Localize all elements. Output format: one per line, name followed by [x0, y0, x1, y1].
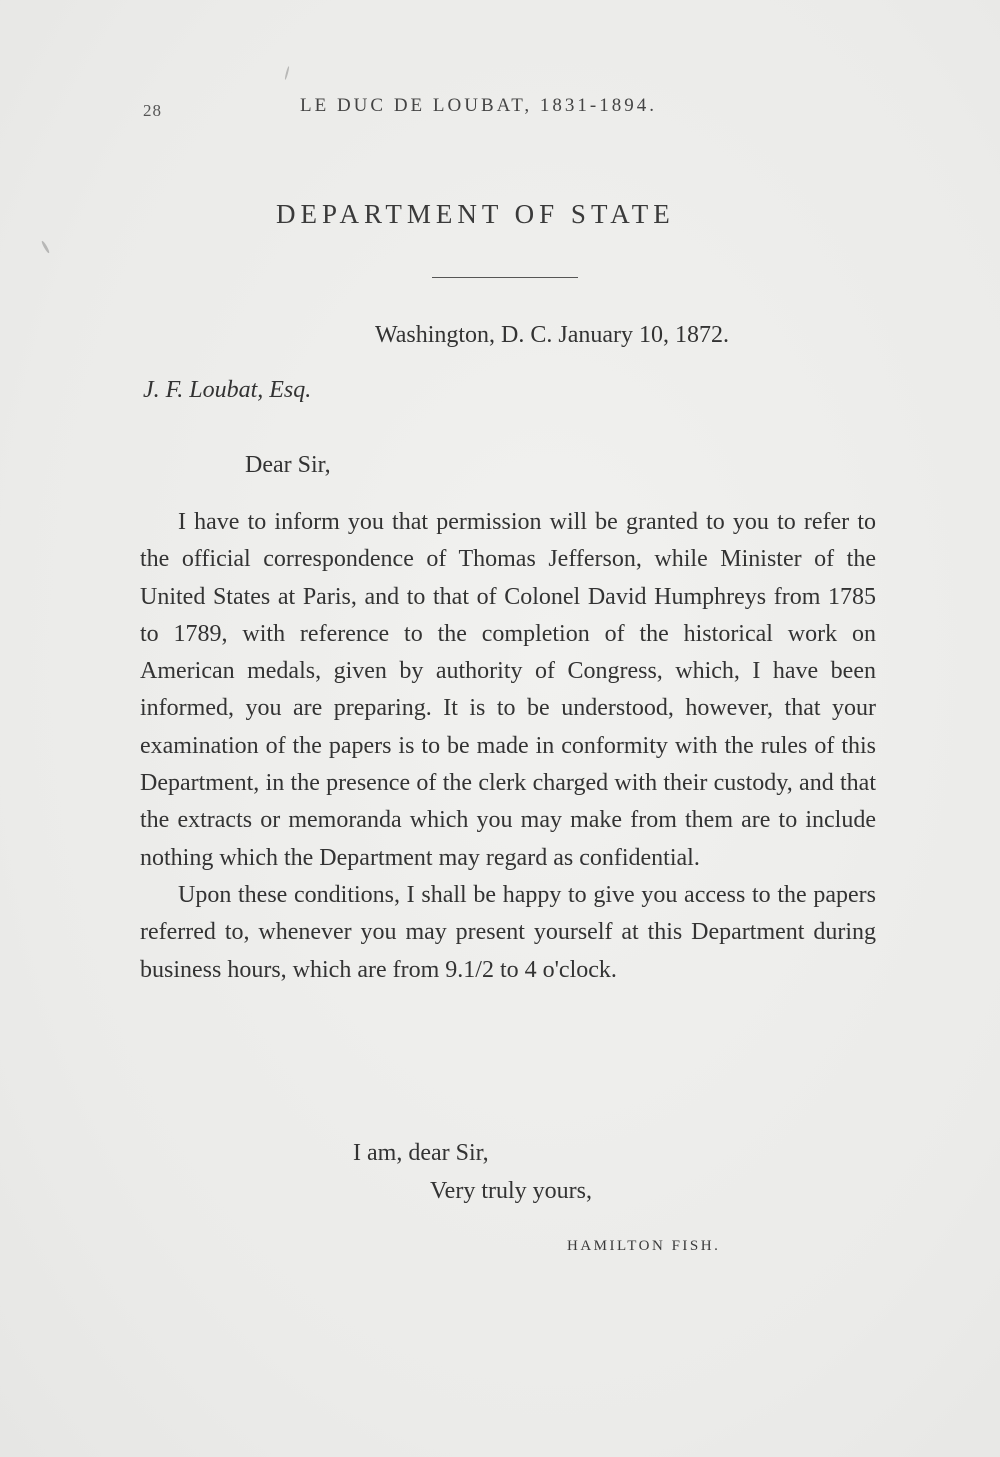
closing-line: I am, dear Sir,	[353, 1140, 489, 1166]
page-number: 28	[143, 101, 162, 120]
letterhead: DEPARTMENT OF STATE	[276, 199, 675, 229]
addressee: J. F. Loubat, Esq.	[143, 377, 312, 403]
dateline: Washington, D. C. January 10, 1872.	[375, 322, 730, 348]
signature: HAMILTON FISH.	[567, 1238, 721, 1254]
closing-line: Very truly yours,	[430, 1178, 592, 1204]
body-paragraph: I have to inform you that permission will be granted to you to refer to the official correspondence of Thomas Jefferson, while Minister of the United States at Paris, and to that of Colonel David Humphreys from 1785 to 1789, with reference to the completion of the historical work on American medals, given by authority of Congress, which, I have been informed, you are preparing. It is to be understood, however, that your examination of the papers is to be made in conformity with the rules of this Department, in the presence of the clerk charged with their custody, and that the extracts or memoranda which you may make from them are to include nothing which the Department may regard as confidential.	[140, 509, 876, 871]
salutation: Dear Sir,	[245, 452, 331, 478]
letter-body	[140, 504, 876, 989]
paper-speck	[41, 240, 51, 254]
divider-rule	[432, 277, 578, 278]
paper-speck	[284, 66, 290, 80]
running-head: LE DUC DE LOUBAT, 1831-1894.	[300, 95, 658, 116]
body-paragraph: Upon these conditions, I shall be happy to give you access to the papers referred to, whenever you may present yourself at this Department during business hours, which are from 9.1/2 to 4 o'clock.	[140, 881, 876, 983]
